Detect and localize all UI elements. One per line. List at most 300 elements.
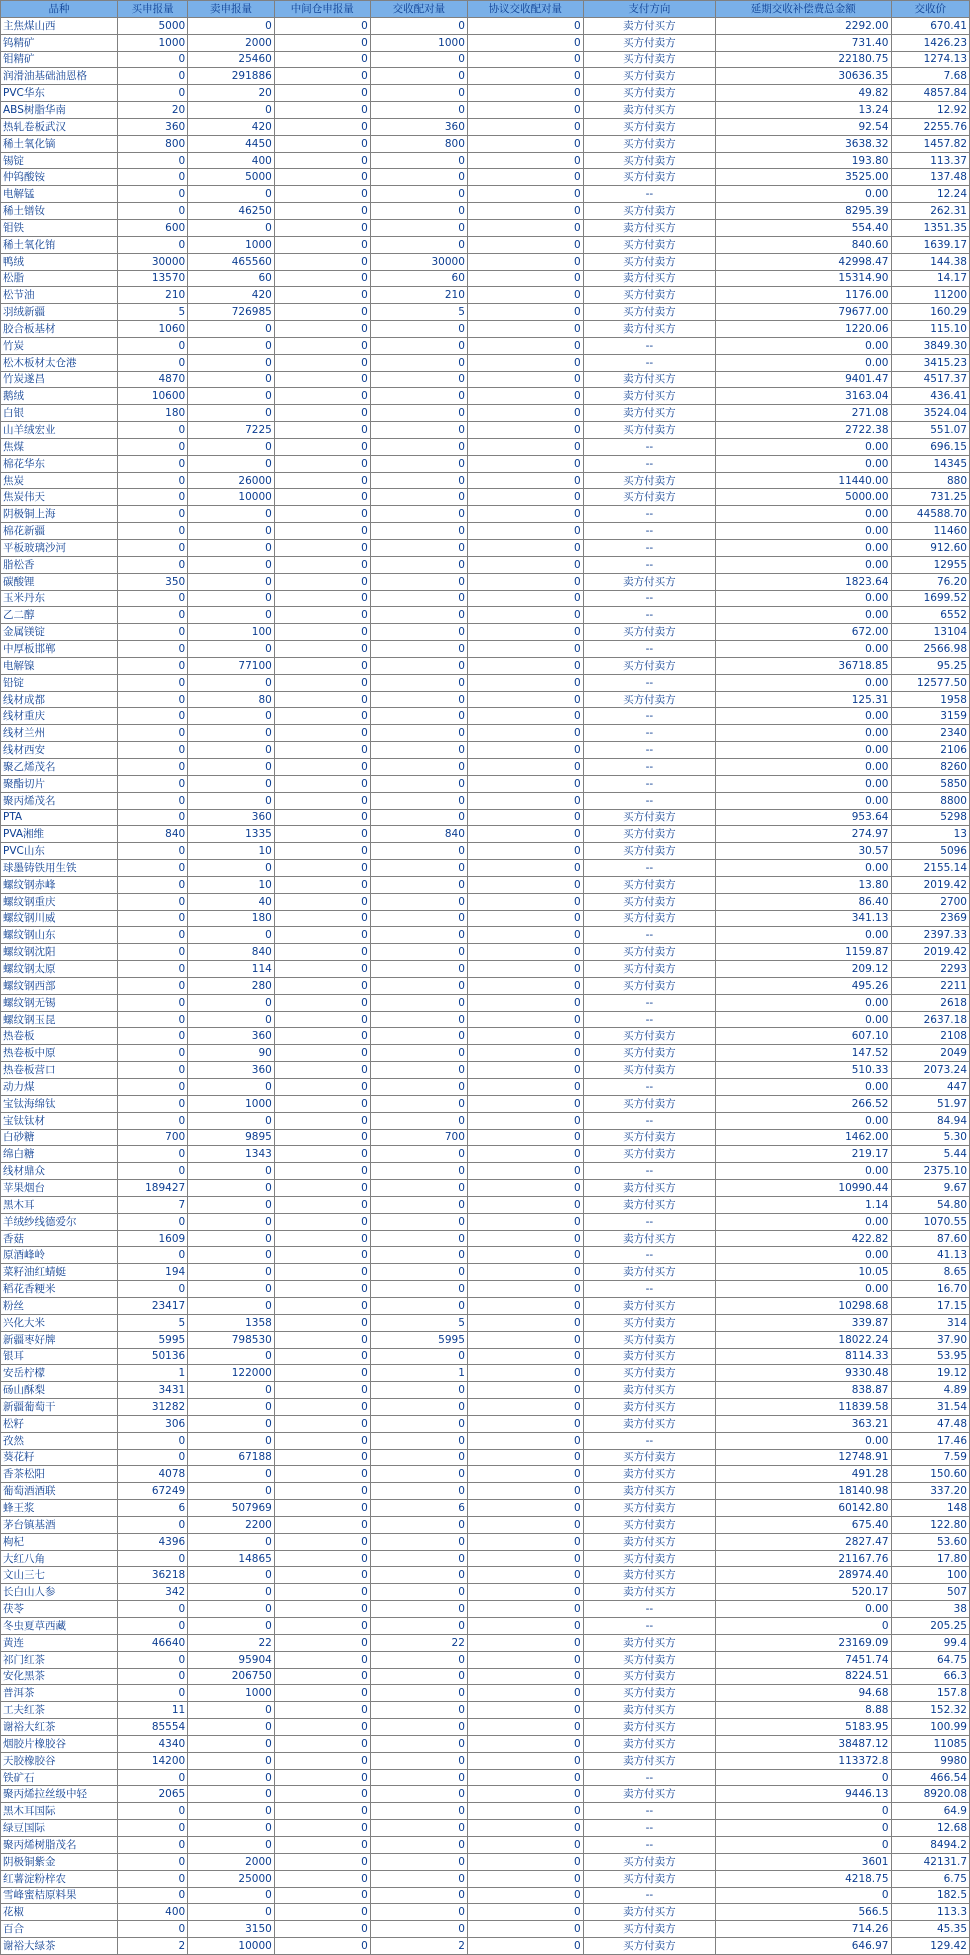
cell-sell-declared: 0 — [188, 1348, 275, 1365]
cell-sell-declared: 0 — [188, 1702, 275, 1719]
cell-buy-declared: 50136 — [118, 1348, 188, 1365]
cell-sell-declared: 1000 — [188, 1685, 275, 1702]
cell-variety: 祁门红茶 — [1, 1651, 118, 1668]
cell-payment-direction: -- — [583, 1247, 715, 1264]
cell-middle-warehouse: 0 — [274, 708, 370, 725]
cell-delivery-matched: 0 — [370, 961, 467, 978]
cell-delivery-price: 9980 — [891, 1752, 970, 1769]
cell-sell-declared: 0 — [188, 337, 275, 354]
cell-middle-warehouse: 0 — [274, 1887, 370, 1904]
cell-sell-declared: 0 — [188, 219, 275, 236]
cell-payment-direction: 买方付卖方 — [583, 152, 715, 169]
cell-delivery-price: 3849.30 — [891, 337, 970, 354]
cell-delivery-matched: 2 — [370, 1938, 467, 1955]
cell-middle-warehouse: 0 — [274, 1634, 370, 1651]
cell-payment-direction: 买方付卖方 — [583, 977, 715, 994]
cell-buy-declared: 0 — [118, 472, 188, 489]
cell-agreement-matched: 0 — [467, 893, 583, 910]
cell-delivery-price: 66.3 — [891, 1668, 970, 1685]
cell-variety: 雪峰蜜桔原料果 — [1, 1887, 118, 1904]
cell-delivery-matched: 30000 — [370, 253, 467, 270]
cell-agreement-matched: 0 — [467, 1651, 583, 1668]
cell-agreement-matched: 0 — [467, 540, 583, 557]
cell-delivery-matched: 0 — [370, 1399, 467, 1416]
cell-delivery-price: 2618 — [891, 994, 970, 1011]
cell-buy-declared: 0 — [118, 455, 188, 472]
cell-buy-declared: 194 — [118, 1264, 188, 1281]
cell-sell-declared: 0 — [188, 523, 275, 540]
cell-payment-direction: 买方付卖方 — [583, 85, 715, 102]
cell-middle-warehouse: 0 — [274, 1230, 370, 1247]
cell-buy-declared: 0 — [118, 641, 188, 658]
cell-payment-direction: 买方付卖方 — [583, 422, 715, 439]
cell-agreement-matched: 0 — [467, 674, 583, 691]
table-row — [1, 34, 970, 51]
cell-sell-declared: 2000 — [188, 1853, 275, 1870]
cell-buy-declared: 11 — [118, 1702, 188, 1719]
cell-compensation-total: 0 — [715, 1803, 891, 1820]
cell-compensation-total: 12748.91 — [715, 1449, 891, 1466]
table-row — [1, 1836, 970, 1853]
cell-agreement-matched: 0 — [467, 1516, 583, 1533]
cell-agreement-matched: 0 — [467, 102, 583, 119]
cell-delivery-matched: 0 — [370, 809, 467, 826]
cell-payment-direction: 卖方付买方 — [583, 17, 715, 34]
cell-middle-warehouse: 0 — [274, 1803, 370, 1820]
cell-variety: 热卷板 — [1, 1028, 118, 1045]
cell-delivery-matched: 0 — [370, 1079, 467, 1096]
cell-middle-warehouse: 0 — [274, 1163, 370, 1180]
cell-payment-direction: 卖方付买方 — [583, 1786, 715, 1803]
cell-buy-declared: 4340 — [118, 1735, 188, 1752]
cell-sell-declared: 0 — [188, 1163, 275, 1180]
cell-variety: 宝钛钛材 — [1, 1112, 118, 1129]
cell-variety: 葡萄酒酒联 — [1, 1483, 118, 1500]
cell-agreement-matched: 0 — [467, 1112, 583, 1129]
cell-buy-declared: 0 — [118, 540, 188, 557]
cell-delivery-matched: 0 — [370, 1786, 467, 1803]
cell-agreement-matched: 0 — [467, 236, 583, 253]
cell-buy-declared: 0 — [118, 742, 188, 759]
cell-compensation-total: 274.97 — [715, 826, 891, 843]
cell-delivery-price: 137.48 — [891, 169, 970, 186]
cell-payment-direction: 买方付卖方 — [583, 1685, 715, 1702]
cell-delivery-price: 1426.23 — [891, 34, 970, 51]
cell-payment-direction: 买方付卖方 — [583, 1365, 715, 1382]
cell-delivery-price: 3415.23 — [891, 354, 970, 371]
table-row — [1, 1853, 970, 1870]
cell-delivery-matched: 0 — [370, 472, 467, 489]
cell-sell-declared: 0 — [188, 1399, 275, 1416]
header-sell-declared: 卖申报量 — [188, 1, 275, 18]
cell-delivery-matched: 60 — [370, 270, 467, 287]
cell-variety: 电解镍 — [1, 657, 118, 674]
cell-delivery-matched: 0 — [370, 1247, 467, 1264]
cell-delivery-matched: 0 — [370, 674, 467, 691]
cell-payment-direction: -- — [583, 1618, 715, 1635]
cell-buy-declared: 0 — [118, 792, 188, 809]
cell-sell-declared: 0 — [188, 590, 275, 607]
cell-agreement-matched: 0 — [467, 1449, 583, 1466]
cell-middle-warehouse: 0 — [274, 1668, 370, 1685]
cell-variety: 新疆葡萄干 — [1, 1399, 118, 1416]
cell-compensation-total: 566.5 — [715, 1904, 891, 1921]
cell-buy-declared: 0 — [118, 775, 188, 792]
cell-agreement-matched: 0 — [467, 725, 583, 742]
table-row — [1, 758, 970, 775]
table-row — [1, 826, 970, 843]
cell-buy-declared: 5995 — [118, 1331, 188, 1348]
cell-delivery-matched: 6 — [370, 1500, 467, 1517]
table-row — [1, 910, 970, 927]
cell-sell-declared: 10000 — [188, 489, 275, 506]
cell-payment-direction: -- — [583, 674, 715, 691]
cell-payment-direction: -- — [583, 455, 715, 472]
cell-payment-direction: 买方付卖方 — [583, 809, 715, 826]
table-row — [1, 270, 970, 287]
cell-variety: 脂松香 — [1, 556, 118, 573]
cell-delivery-price: 150.60 — [891, 1466, 970, 1483]
table-row — [1, 1348, 970, 1365]
cell-sell-declared: 0 — [188, 1719, 275, 1736]
cell-middle-warehouse: 0 — [274, 219, 370, 236]
cell-sell-declared: 9895 — [188, 1129, 275, 1146]
cell-compensation-total: 30.57 — [715, 843, 891, 860]
cell-sell-declared: 840 — [188, 944, 275, 961]
table-row — [1, 1702, 970, 1719]
cell-middle-warehouse: 0 — [274, 1500, 370, 1517]
cell-delivery-price: 1958 — [891, 691, 970, 708]
cell-variety: ABS树脂华南 — [1, 102, 118, 119]
cell-delivery-matched: 0 — [370, 1752, 467, 1769]
cell-sell-declared: 0 — [188, 641, 275, 658]
cell-agreement-matched: 0 — [467, 1432, 583, 1449]
table-row — [1, 304, 970, 321]
cell-variety: 花椒 — [1, 1904, 118, 1921]
cell-buy-declared: 0 — [118, 1769, 188, 1786]
cell-sell-declared: 180 — [188, 910, 275, 927]
cell-payment-direction: 买方付卖方 — [583, 304, 715, 321]
cell-middle-warehouse: 0 — [274, 152, 370, 169]
cell-middle-warehouse: 0 — [274, 1533, 370, 1550]
cell-middle-warehouse: 0 — [274, 1264, 370, 1281]
cell-delivery-matched: 0 — [370, 1651, 467, 1668]
cell-agreement-matched: 0 — [467, 186, 583, 203]
cell-agreement-matched: 0 — [467, 1735, 583, 1752]
cell-compensation-total: 1176.00 — [715, 287, 891, 304]
cell-agreement-matched: 0 — [467, 1938, 583, 1955]
cell-agreement-matched: 0 — [467, 1618, 583, 1635]
cell-sell-declared: 0 — [188, 1584, 275, 1601]
cell-buy-declared: 0 — [118, 1820, 188, 1837]
cell-payment-direction: -- — [583, 860, 715, 877]
cell-delivery-price: 113.3 — [891, 1904, 970, 1921]
cell-payment-direction: 买方付卖方 — [583, 657, 715, 674]
cell-buy-declared: 0 — [118, 1550, 188, 1567]
cell-buy-declared: 0 — [118, 624, 188, 641]
cell-compensation-total: 86.40 — [715, 893, 891, 910]
table-row — [1, 843, 970, 860]
cell-agreement-matched: 0 — [467, 1887, 583, 1904]
cell-delivery-matched: 0 — [370, 1483, 467, 1500]
cell-payment-direction: -- — [583, 1079, 715, 1096]
cell-compensation-total: 953.64 — [715, 809, 891, 826]
cell-middle-warehouse: 0 — [274, 405, 370, 422]
cell-delivery-matched: 0 — [370, 860, 467, 877]
cell-delivery-price: 17.15 — [891, 1297, 970, 1314]
cell-middle-warehouse: 0 — [274, 51, 370, 68]
table-row — [1, 1904, 970, 1921]
cell-variety: 鸭绒 — [1, 253, 118, 270]
table-row — [1, 775, 970, 792]
cell-agreement-matched: 0 — [467, 1702, 583, 1719]
cell-payment-direction: 卖方付买方 — [583, 1399, 715, 1416]
cell-payment-direction: 买方付卖方 — [583, 34, 715, 51]
cell-delivery-price: 8920.08 — [891, 1786, 970, 1803]
cell-middle-warehouse: 0 — [274, 1719, 370, 1736]
cell-variety: 松节油 — [1, 287, 118, 304]
cell-agreement-matched: 0 — [467, 556, 583, 573]
table-row — [1, 1062, 970, 1079]
cell-middle-warehouse: 0 — [274, 691, 370, 708]
table-row — [1, 641, 970, 658]
cell-payment-direction: 买方付卖方 — [583, 1651, 715, 1668]
cell-middle-warehouse: 0 — [274, 809, 370, 826]
cell-variety: 润滑油基础油恩格 — [1, 68, 118, 85]
cell-delivery-price: 4.89 — [891, 1382, 970, 1399]
cell-middle-warehouse: 0 — [274, 236, 370, 253]
cell-agreement-matched: 0 — [467, 321, 583, 338]
cell-sell-declared: 1000 — [188, 1095, 275, 1112]
table-row — [1, 927, 970, 944]
table-row — [1, 1803, 970, 1820]
table-row — [1, 203, 970, 220]
cell-variety: 中厚板邯郸 — [1, 641, 118, 658]
cell-sell-declared: 77100 — [188, 657, 275, 674]
cell-buy-declared: 1000 — [118, 34, 188, 51]
cell-sell-declared: 0 — [188, 708, 275, 725]
cell-middle-warehouse: 0 — [274, 1247, 370, 1264]
cell-buy-declared: 0 — [118, 1079, 188, 1096]
cell-sell-declared: 0 — [188, 1803, 275, 1820]
cell-buy-declared: 0 — [118, 1803, 188, 1820]
cell-delivery-matched: 0 — [370, 1719, 467, 1736]
cell-delivery-matched: 0 — [370, 506, 467, 523]
cell-variety: 聚乙烯茂名 — [1, 758, 118, 775]
table-row — [1, 287, 970, 304]
cell-variety: 松籽 — [1, 1415, 118, 1432]
cell-variety: 茯苓 — [1, 1601, 118, 1618]
cell-delivery-matched: 1 — [370, 1365, 467, 1382]
cell-buy-declared: 0 — [118, 186, 188, 203]
cell-delivery-price: 14345 — [891, 455, 970, 472]
cell-delivery-matched: 0 — [370, 977, 467, 994]
cell-middle-warehouse: 0 — [274, 826, 370, 843]
cell-variety: 大红八角 — [1, 1550, 118, 1567]
cell-delivery-price: 38 — [891, 1601, 970, 1618]
cell-middle-warehouse: 0 — [274, 388, 370, 405]
cell-variety: 螺纹钢玉昆 — [1, 1011, 118, 1028]
cell-delivery-matched: 0 — [370, 68, 467, 85]
cell-middle-warehouse: 0 — [274, 438, 370, 455]
cell-payment-direction: 卖方付买方 — [583, 573, 715, 590]
cell-payment-direction: -- — [583, 1281, 715, 1298]
cell-agreement-matched: 0 — [467, 371, 583, 388]
cell-variety: 绿豆国际 — [1, 1820, 118, 1837]
cell-variety: 宝钛海绵钛 — [1, 1095, 118, 1112]
table-row — [1, 1095, 970, 1112]
cell-buy-declared: 2 — [118, 1938, 188, 1955]
cell-compensation-total: 13.80 — [715, 876, 891, 893]
cell-delivery-price: 47.48 — [891, 1415, 970, 1432]
cell-variety: 线材成都 — [1, 691, 118, 708]
table-row — [1, 455, 970, 472]
cell-delivery-matched: 0 — [370, 641, 467, 658]
cell-buy-declared: 0 — [118, 809, 188, 826]
cell-variety: 焦炭 — [1, 472, 118, 489]
cell-sell-declared: 0 — [188, 792, 275, 809]
table-row — [1, 1516, 970, 1533]
cell-buy-declared: 0 — [118, 607, 188, 624]
cell-payment-direction: 卖方付买方 — [583, 1297, 715, 1314]
cell-compensation-total: 0.00 — [715, 1432, 891, 1449]
cell-delivery-price: 31.54 — [891, 1399, 970, 1416]
cell-delivery-matched: 0 — [370, 455, 467, 472]
table-row — [1, 1719, 970, 1736]
cell-compensation-total: 0.00 — [715, 927, 891, 944]
cell-delivery-price: 45.35 — [891, 1921, 970, 1938]
cell-middle-warehouse: 0 — [274, 203, 370, 220]
cell-agreement-matched: 0 — [467, 287, 583, 304]
cell-agreement-matched: 0 — [467, 1803, 583, 1820]
cell-agreement-matched: 0 — [467, 388, 583, 405]
cell-middle-warehouse: 0 — [274, 1466, 370, 1483]
cell-payment-direction: -- — [583, 1432, 715, 1449]
cell-variety: 阴极铜上海 — [1, 506, 118, 523]
cell-variety: 稀土氧化铕 — [1, 236, 118, 253]
cell-delivery-matched: 0 — [370, 657, 467, 674]
cell-buy-declared: 0 — [118, 691, 188, 708]
cell-payment-direction: -- — [583, 641, 715, 658]
header-delivery-matched: 交收配对量 — [370, 1, 467, 18]
cell-compensation-total: 8295.39 — [715, 203, 891, 220]
cell-sell-declared: 0 — [188, 1483, 275, 1500]
cell-variety: 阴极铜紫金 — [1, 1853, 118, 1870]
cell-payment-direction: -- — [583, 1887, 715, 1904]
cell-agreement-matched: 0 — [467, 1180, 583, 1197]
cell-delivery-price: 3524.04 — [891, 405, 970, 422]
table-row — [1, 1146, 970, 1163]
cell-variety: 聚酯切片 — [1, 775, 118, 792]
cell-variety: 文山三七 — [1, 1567, 118, 1584]
cell-compensation-total: 266.52 — [715, 1095, 891, 1112]
cell-agreement-matched: 0 — [467, 1062, 583, 1079]
cell-middle-warehouse: 0 — [274, 607, 370, 624]
cell-compensation-total: 2827.47 — [715, 1533, 891, 1550]
table-row — [1, 1769, 970, 1786]
cell-middle-warehouse: 0 — [274, 843, 370, 860]
cell-agreement-matched: 0 — [467, 152, 583, 169]
cell-agreement-matched: 0 — [467, 1466, 583, 1483]
table-row — [1, 337, 970, 354]
cell-delivery-price: 2566.98 — [891, 641, 970, 658]
table-row — [1, 708, 970, 725]
cell-buy-declared: 0 — [118, 169, 188, 186]
cell-compensation-total: 0.00 — [715, 1281, 891, 1298]
cell-delivery-price: 2108 — [891, 1028, 970, 1045]
cell-delivery-matched: 0 — [370, 1449, 467, 1466]
cell-middle-warehouse: 0 — [274, 304, 370, 321]
cell-buy-declared: 0 — [118, 1011, 188, 1028]
cell-delivery-price: 7.59 — [891, 1449, 970, 1466]
cell-agreement-matched: 0 — [467, 775, 583, 792]
table-row — [1, 1618, 970, 1635]
cell-compensation-total: 18140.98 — [715, 1483, 891, 1500]
cell-delivery-matched: 0 — [370, 186, 467, 203]
cell-delivery-matched: 0 — [370, 1028, 467, 1045]
cell-sell-declared: 0 — [188, 438, 275, 455]
cell-middle-warehouse: 0 — [274, 1297, 370, 1314]
cell-middle-warehouse: 0 — [274, 1196, 370, 1213]
cell-payment-direction: 买方付卖方 — [583, 1870, 715, 1887]
cell-variety: 焦炭伟天 — [1, 489, 118, 506]
cell-variety: 螺纹钢西部 — [1, 977, 118, 994]
cell-middle-warehouse: 0 — [274, 674, 370, 691]
cell-delivery-price: 205.25 — [891, 1618, 970, 1635]
cell-middle-warehouse: 0 — [274, 1045, 370, 1062]
cell-delivery-price: 76.20 — [891, 573, 970, 590]
cell-delivery-price: 44588.70 — [891, 506, 970, 523]
cell-variety: 粉丝 — [1, 1297, 118, 1314]
cell-payment-direction: -- — [583, 725, 715, 742]
cell-delivery-price: 144.38 — [891, 253, 970, 270]
table-row — [1, 321, 970, 338]
cell-delivery-matched: 0 — [370, 1853, 467, 1870]
cell-middle-warehouse: 0 — [274, 1112, 370, 1129]
cell-compensation-total: 9330.48 — [715, 1365, 891, 1382]
cell-delivery-matched: 700 — [370, 1129, 467, 1146]
cell-payment-direction: -- — [583, 742, 715, 759]
cell-buy-declared: 0 — [118, 860, 188, 877]
cell-variety: 红薯淀粉梓农 — [1, 1870, 118, 1887]
cell-agreement-matched: 0 — [467, 135, 583, 152]
cell-variety: 香菇 — [1, 1230, 118, 1247]
cell-variety: 聚丙烯茂名 — [1, 792, 118, 809]
cell-sell-declared: 25460 — [188, 51, 275, 68]
cell-sell-declared: 1358 — [188, 1314, 275, 1331]
header-variety: 品种 — [1, 1, 118, 18]
cell-middle-warehouse: 0 — [274, 287, 370, 304]
header-middle-warehouse: 中间仓申报量 — [274, 1, 370, 18]
table-row — [1, 1887, 970, 1904]
table-row — [1, 102, 970, 119]
cell-payment-direction: -- — [583, 590, 715, 607]
cell-delivery-matched: 0 — [370, 1516, 467, 1533]
cell-compensation-total: 2722.38 — [715, 422, 891, 439]
table-row — [1, 691, 970, 708]
cell-delivery-matched: 0 — [370, 51, 467, 68]
cell-middle-warehouse: 0 — [274, 270, 370, 287]
cell-delivery-price: 12577.50 — [891, 674, 970, 691]
cell-delivery-price: 507 — [891, 1584, 970, 1601]
cell-delivery-matched: 0 — [370, 775, 467, 792]
cell-agreement-matched: 0 — [467, 1129, 583, 1146]
table-row — [1, 1180, 970, 1197]
cell-buy-declared: 0 — [118, 758, 188, 775]
cell-delivery-matched: 0 — [370, 556, 467, 573]
table-row — [1, 388, 970, 405]
cell-sell-declared: 0 — [188, 573, 275, 590]
